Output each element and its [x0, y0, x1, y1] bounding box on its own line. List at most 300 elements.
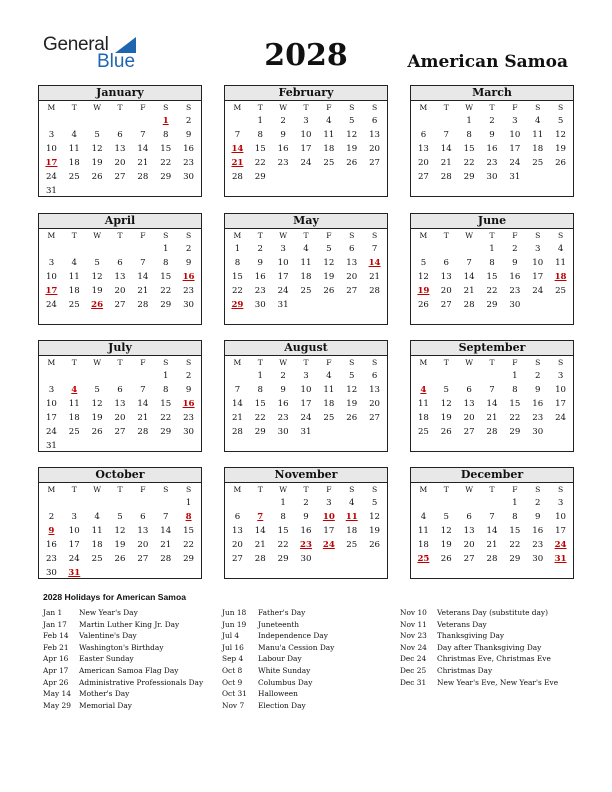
weekday-header: T [257, 485, 263, 494]
day-cell: 7 [140, 130, 146, 140]
holiday-name: Washington's Birthday [79, 642, 164, 652]
weekday-header: T [71, 358, 77, 367]
day-cell: 17 [68, 540, 80, 550]
weekday-header: T [489, 103, 495, 112]
weekday-header: T [303, 485, 309, 494]
day-cell: 6 [371, 371, 378, 381]
day-cell: 18 [417, 413, 429, 423]
day-cell: 21 [486, 540, 498, 550]
day-cell: 1 [280, 498, 286, 508]
month-name: October [39, 468, 201, 483]
day-cell: 1 [257, 116, 263, 126]
month-name: July [39, 341, 201, 356]
day-cell: 5 [348, 371, 355, 381]
day-cell: 12 [91, 399, 103, 409]
day-cell: 1 [512, 498, 518, 508]
day-cell: 26 [369, 540, 381, 550]
day-cell: 4 [420, 385, 427, 395]
day-cell: 3 [280, 244, 286, 254]
day-cell: 11 [417, 526, 429, 536]
empty-cell [412, 369, 435, 383]
day-cell: 20 [114, 413, 126, 423]
holiday-date: Nov 23 [400, 631, 427, 641]
day-cell: 1 [185, 498, 192, 508]
empty-cell [226, 369, 249, 383]
day-cell: 12 [91, 144, 103, 154]
day-cell: 11 [68, 144, 80, 154]
day-cell: 29 [254, 427, 266, 437]
day-cell: 1 [257, 371, 263, 381]
day-cell: 30 [486, 172, 498, 182]
weekday-header: M [419, 358, 428, 367]
day-cell: 12 [555, 130, 567, 140]
day-cell: 19 [369, 526, 381, 536]
day-cell: 21 [369, 272, 381, 282]
holiday-date: Oct 31 [222, 689, 247, 699]
empty-cell [226, 114, 249, 128]
day-cell: 24 [509, 158, 521, 168]
day-cell: 1 [489, 244, 495, 254]
weekday-header: T [443, 358, 449, 367]
holiday-item [400, 619, 558, 631]
month-september [410, 340, 574, 452]
day-cell: 21 [463, 286, 475, 296]
holiday-name: New Year's Eve, New Year's Eve [437, 677, 559, 687]
day-cell: 12 [440, 526, 452, 536]
day-cell: 8 [280, 512, 286, 522]
empty-cell [435, 242, 458, 256]
day-cell: 15 [160, 399, 172, 409]
day-cell: 21 [137, 286, 149, 296]
day-cell: 22 [486, 286, 498, 296]
day-cell: 4 [557, 244, 564, 254]
day-cell: 19 [91, 413, 103, 423]
holiday-item [43, 677, 203, 689]
day-cell: 6 [117, 130, 123, 140]
weekday-header: T [257, 231, 263, 240]
empty-cell [226, 496, 249, 510]
weekday-header: T [117, 103, 123, 112]
day-cell: 15 [486, 272, 498, 282]
day-cell: 8 [489, 258, 495, 268]
empty-cell [131, 242, 154, 256]
day-cell: 18 [323, 399, 335, 409]
weekday-header: S [557, 103, 564, 112]
day-cell: 11 [68, 272, 80, 282]
day-cell: 3 [303, 116, 309, 126]
weekday-header: M [419, 231, 428, 240]
day-cell: 22 [463, 158, 475, 168]
day-cell: 10 [277, 258, 289, 268]
day-cell: 27 [463, 427, 475, 437]
month-grid [225, 483, 387, 566]
empty-cell [86, 242, 109, 256]
day-cell: 21 [137, 158, 149, 168]
weekday-header: T [443, 103, 449, 112]
day-cell: 2 [512, 244, 518, 254]
weekday-header: F [512, 103, 518, 112]
day-cell: 2 [534, 498, 541, 508]
day-cell: 6 [466, 512, 472, 522]
holiday-date: Nov 11 [400, 619, 427, 629]
day-cell: 16 [486, 144, 498, 154]
holiday-item [43, 688, 203, 700]
holiday-date: Jan 1 [43, 608, 63, 617]
day-cell: 3 [557, 498, 564, 508]
day-cell: 13 [369, 130, 381, 140]
holiday-date: Apr 16 [43, 654, 69, 664]
holiday-date: Jul 16 [222, 642, 244, 652]
holiday-date: Dec 31 [400, 677, 427, 687]
day-cell: 4 [71, 385, 78, 395]
day-cell: 2 [185, 244, 192, 254]
day-cell: 25 [68, 172, 80, 182]
day-cell: 21 [440, 158, 452, 168]
day-cell: 18 [323, 144, 335, 154]
day-cell: 1 [512, 371, 518, 381]
holiday-item [43, 619, 203, 631]
weekday-header: F [140, 358, 146, 367]
day-cell: 15 [183, 526, 195, 536]
weekday-header: S [535, 103, 541, 112]
day-cell: 23 [532, 540, 544, 550]
day-cell: 24 [532, 286, 544, 296]
day-cell: 29 [160, 427, 172, 437]
day-cell: 22 [277, 540, 289, 550]
weekday-header: T [489, 231, 495, 240]
day-cell: 4 [303, 244, 309, 254]
holiday-item [43, 607, 203, 619]
empty-cell [458, 496, 481, 510]
day-cell: 5 [420, 258, 427, 268]
day-cell: 10 [45, 144, 57, 154]
day-cell: 13 [114, 144, 126, 154]
day-cell: 28 [231, 427, 243, 437]
day-cell: 27 [114, 427, 126, 437]
day-cell: 8 [162, 130, 169, 140]
day-cell: 25 [555, 286, 567, 296]
holiday-item [222, 700, 334, 712]
day-cell: 4 [326, 371, 332, 381]
weekday-header: M [233, 485, 242, 494]
day-cell: 7 [140, 258, 146, 268]
day-cell: 28 [440, 172, 452, 182]
day-cell: 30 [254, 300, 266, 310]
day-cell: 28 [137, 300, 149, 310]
weekday-header: F [512, 485, 518, 494]
weekday-header: T [443, 485, 449, 494]
day-cell: 20 [137, 540, 149, 550]
day-cell: 31 [45, 186, 57, 196]
country-title: American Samoa [407, 52, 568, 72]
empty-cell [481, 369, 504, 383]
day-cell: 6 [420, 130, 427, 140]
day-cell: 1 [162, 371, 169, 381]
month-june [410, 213, 574, 325]
day-cell: 17 [45, 286, 58, 296]
day-cell: 27 [137, 554, 149, 564]
day-cell: 9 [257, 258, 263, 268]
day-cell: 21 [231, 158, 244, 168]
month-name: January [39, 86, 201, 101]
day-cell: 20 [417, 158, 429, 168]
day-cell: 23 [183, 286, 195, 296]
logo-text-general: General [43, 34, 109, 55]
day-cell: 15 [160, 272, 172, 282]
day-cell: 17 [45, 158, 58, 168]
weekday-header: T [117, 485, 123, 494]
day-cell: 4 [534, 116, 541, 126]
holiday-item [43, 700, 203, 712]
month-october [38, 467, 202, 579]
holiday-name: Columbus Day [258, 677, 313, 687]
day-cell: 2 [280, 116, 286, 126]
day-cell: 23 [509, 286, 521, 296]
weekday-header: W [93, 103, 102, 112]
day-cell: 21 [137, 413, 149, 423]
holiday-item [400, 653, 558, 665]
day-cell: 23 [277, 413, 289, 423]
day-cell: 12 [323, 258, 335, 268]
day-cell: 20 [463, 413, 475, 423]
day-cell: 22 [231, 286, 243, 296]
day-cell: 23 [486, 158, 498, 168]
weekday-header: S [557, 485, 564, 494]
holiday-item [222, 619, 334, 631]
day-cell: 30 [183, 300, 195, 310]
day-cell: 27 [417, 172, 429, 182]
day-cell: 7 [371, 244, 378, 254]
day-cell: 1 [162, 116, 169, 126]
empty-cell [40, 242, 63, 256]
day-cell: 24 [45, 172, 57, 182]
weekday-header: W [279, 358, 288, 367]
day-cell: 10 [322, 512, 335, 522]
weekday-header: S [349, 103, 355, 112]
day-cell: 3 [48, 130, 55, 140]
day-cell: 6 [234, 512, 241, 522]
day-cell: 11 [91, 526, 103, 536]
weekday-header: M [47, 103, 56, 112]
day-cell: 6 [117, 258, 123, 268]
day-cell: 23 [254, 286, 266, 296]
day-cell: 8 [257, 385, 263, 395]
weekday-header: T [71, 103, 77, 112]
month-grid [225, 356, 387, 439]
empty-cell [458, 242, 481, 256]
day-cell: 13 [440, 272, 452, 282]
weekday-header: F [512, 231, 518, 240]
month-name: April [39, 214, 201, 229]
holiday-name: Mother's Day [79, 689, 130, 699]
day-cell: 18 [554, 272, 567, 282]
day-cell: 26 [440, 427, 452, 437]
day-cell: 17 [323, 526, 335, 536]
day-cell: 26 [91, 427, 103, 437]
day-cell: 2 [280, 371, 286, 381]
weekday-header: S [535, 485, 541, 494]
day-cell: 2 [185, 116, 192, 126]
empty-cell [154, 496, 177, 510]
holiday-name: Independence Day [258, 631, 328, 641]
day-cell: 5 [371, 498, 378, 508]
month-grid [39, 356, 201, 453]
weekday-header: F [140, 231, 146, 240]
day-cell: 9 [280, 385, 286, 395]
empty-cell [458, 369, 481, 383]
day-cell: 29 [254, 172, 266, 182]
day-cell: 29 [509, 427, 521, 437]
day-cell: 29 [486, 300, 498, 310]
holiday-name: Christmas Day [437, 665, 493, 675]
weekday-header: T [489, 358, 495, 367]
month-name: September [411, 341, 573, 356]
month-grid [225, 101, 387, 184]
weekday-header: M [47, 231, 56, 240]
weekday-header: S [557, 231, 564, 240]
weekday-header: T [71, 231, 77, 240]
day-cell: 21 [231, 413, 243, 423]
holiday-name: Christmas Eve, Christmas Eve [437, 654, 551, 664]
holiday-name: New Year's Day [79, 608, 138, 617]
weekday-header: W [279, 103, 288, 112]
weekday-header: M [419, 485, 428, 494]
day-cell: 20 [463, 540, 475, 550]
holiday-date: Nov 7 [222, 700, 245, 710]
holiday-item [222, 630, 334, 642]
weekday-header: F [326, 231, 332, 240]
day-cell: 3 [326, 498, 332, 508]
day-cell: 20 [369, 144, 381, 154]
day-cell: 27 [346, 286, 358, 296]
weekday-header: S [371, 103, 378, 112]
day-cell: 7 [162, 512, 169, 522]
empty-cell [131, 114, 154, 128]
weekday-header: S [349, 231, 355, 240]
day-cell: 12 [346, 130, 358, 140]
day-cell: 19 [346, 399, 358, 409]
empty-cell [412, 242, 435, 256]
day-cell: 27 [114, 172, 126, 182]
holiday-column [400, 607, 558, 688]
day-cell: 16 [182, 399, 195, 409]
month-grid [39, 483, 201, 580]
holidays-title: 2028 Holidays for American Samoa [43, 592, 186, 602]
day-cell: 18 [300, 272, 312, 282]
holiday-name: Administrative Professionals Day [79, 677, 204, 687]
holiday-date: Feb 21 [43, 642, 69, 652]
day-cell: 22 [509, 540, 521, 550]
weekday-header: F [326, 358, 332, 367]
day-cell: 11 [323, 130, 335, 140]
day-cell: 12 [114, 526, 126, 536]
day-cell: 25 [91, 554, 103, 564]
weekday-header: S [535, 358, 541, 367]
day-cell: 18 [346, 526, 358, 536]
day-cell: 17 [555, 526, 567, 536]
month-name: February [225, 86, 387, 101]
day-cell: 20 [114, 286, 126, 296]
day-cell: 22 [183, 540, 195, 550]
empty-cell [109, 496, 132, 510]
holiday-name: Martin Luther King Jr. Day [79, 619, 180, 629]
day-cell: 20 [114, 158, 126, 168]
holiday-name: Veterans Day (substitute day) [437, 608, 548, 617]
day-cell: 5 [443, 385, 449, 395]
month-name: December [411, 468, 573, 483]
weekday-header: W [279, 485, 288, 494]
day-cell: 20 [440, 286, 452, 296]
empty-cell [63, 242, 86, 256]
holiday-date: Oct 9 [222, 677, 243, 687]
day-cell: 25 [417, 554, 430, 564]
weekday-header: S [185, 231, 192, 240]
holiday-date: Dec 25 [400, 665, 427, 675]
month-name: August [225, 341, 387, 356]
holiday-name: Memorial Day [79, 700, 132, 710]
empty-cell [109, 369, 132, 383]
day-cell: 30 [509, 300, 521, 310]
weekday-header: S [535, 231, 541, 240]
weekday-header: M [233, 231, 242, 240]
day-cell: 3 [534, 244, 541, 254]
empty-cell [481, 496, 504, 510]
weekday-header: M [47, 358, 56, 367]
holiday-column [43, 607, 203, 711]
day-cell: 27 [369, 413, 381, 423]
day-cell: 16 [509, 272, 521, 282]
holiday-item [222, 653, 334, 665]
day-cell: 27 [231, 554, 243, 564]
day-cell: 14 [137, 399, 149, 409]
holiday-date: Nov 10 [400, 608, 427, 617]
day-cell: 16 [45, 540, 57, 550]
empty-cell [435, 114, 458, 128]
holiday-item [222, 688, 334, 700]
weekday-header: S [185, 485, 192, 494]
holiday-item [400, 630, 558, 642]
month-name: November [225, 468, 387, 483]
day-cell: 23 [300, 540, 312, 550]
day-cell: 17 [45, 413, 57, 423]
day-cell: 24 [45, 427, 57, 437]
day-cell: 16 [532, 526, 544, 536]
day-cell: 8 [257, 130, 263, 140]
empty-cell [109, 242, 132, 256]
day-cell: 19 [440, 540, 452, 550]
weekday-header: S [349, 485, 355, 494]
holiday-date: Nov 24 [400, 642, 427, 652]
day-cell: 13 [463, 526, 475, 536]
empty-cell [412, 114, 435, 128]
day-cell: 15 [231, 272, 243, 282]
day-cell: 18 [68, 413, 80, 423]
day-cell: 7 [466, 258, 472, 268]
day-cell: 14 [231, 399, 243, 409]
day-cell: 6 [348, 244, 355, 254]
holiday-date: Dec 24 [400, 654, 427, 664]
empty-cell [40, 496, 63, 510]
day-cell: 15 [254, 144, 266, 154]
holiday-item [43, 630, 203, 642]
day-cell: 4 [348, 498, 355, 508]
month-august [224, 340, 388, 452]
day-cell: 8 [185, 512, 192, 522]
day-cell: 31 [277, 300, 289, 310]
day-cell: 22 [254, 413, 266, 423]
day-cell: 14 [231, 144, 244, 154]
weekday-header: S [163, 103, 169, 112]
